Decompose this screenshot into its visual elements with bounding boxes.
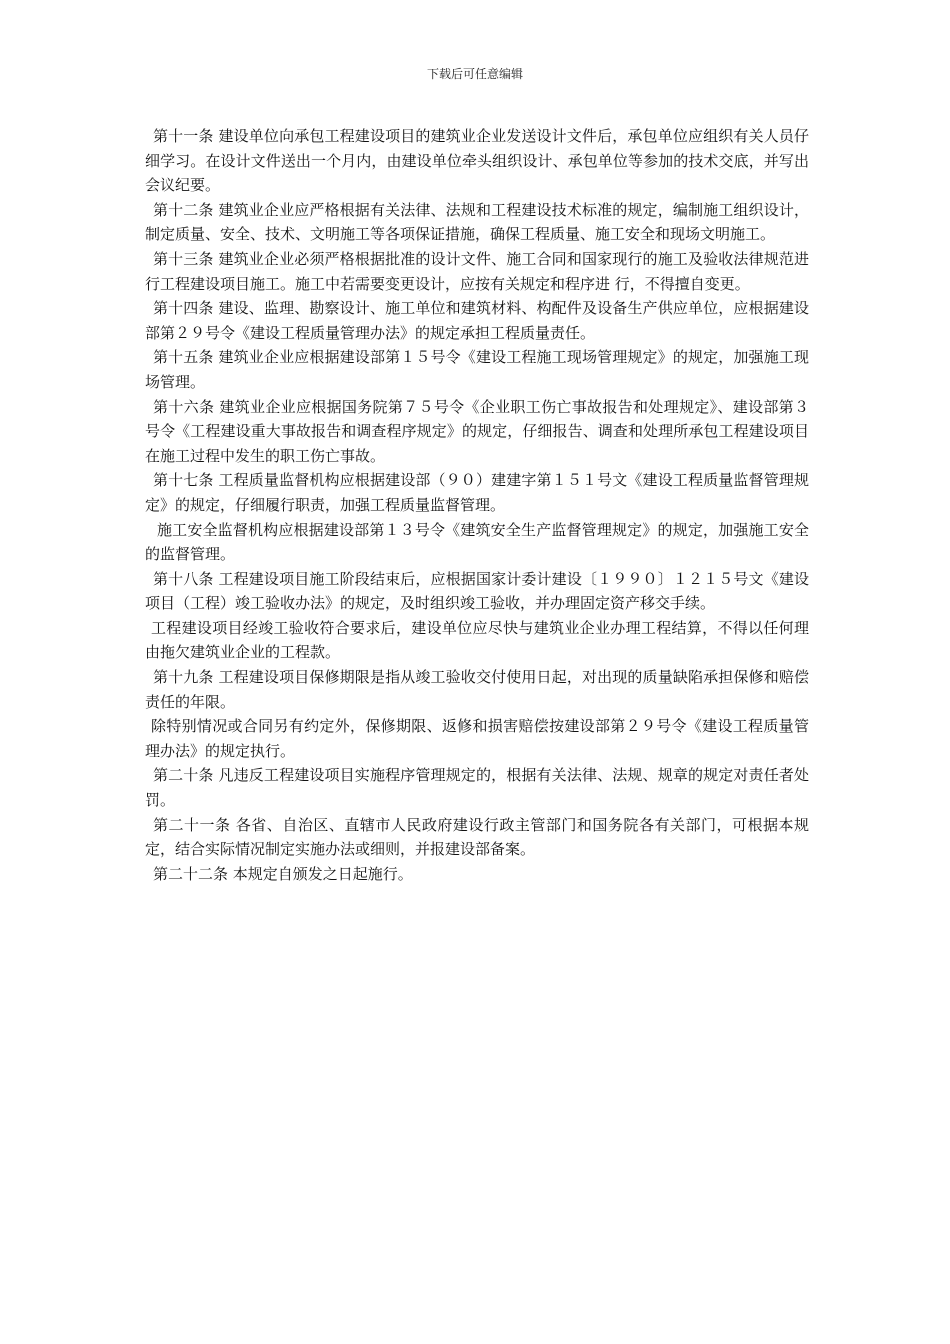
article-22: 第二十二条 本规定自颁发之日起施行。 [153,864,413,883]
article-20: 第二十条 凡违反工程建设项目实施程序管理规定的，根据有关法律、法规、规章的规定对责任者处罚。 [145,766,809,810]
document-body [145,124,809,886]
article-11: 第十一条 建设单位向承包工程建设项目的建筑业企业发送设计文件后，承包单位应组织有关人员仔细学习。在设计文件送出一个月内，由建设单位牵头组织设计、承包单位等参加的技术交底，并写出会议纪要。 [145,127,809,195]
article-13: 第十三条 建筑业企业必须严格根据批准的设计文件、施工合同和国家现行的施工及验收法律规范进行工程建设项目施工。施工中若需要变更设计，应按有关规定和程序进 行，不得擅自变更。 [145,249,809,293]
article-18: 第十八条 工程建设项目施工阶段结束后，应根据国家计委计建设〔１９９０〕１２１５号文《建设项目（工程）竣工验收办法》的规定，及时组织竣工验收，并办理固定资产移交手续。 [145,569,809,613]
article-19-warranty-paragraph: 除特别情况或合同另有约定外，保修期限、返修和损害赔偿按建设部第２９号令《建设工程质量管理办法》的规定执行。 [145,717,809,760]
article-15: 第十五条 建筑业企业应根据建设部第１５号令《建设工程施工现场管理规定》的规定，加强施工现场管理。 [145,348,809,391]
article-17-safety-paragraph: 施工安全监督机构应根据建设部第１３号令《建筑安全生产监督管理规定》的规定，加强施工安全的监督管理。 [145,520,809,564]
article-18-settlement-paragraph: 工程建设项目经竣工验收符合要求后，建设单位应尽快与建筑业企业办理工程结算，不得以任何理由拖欠建筑业企业的工程款。 [145,618,809,662]
article-21: 第二十一条 各省、自治区、直辖市人民政府建设行政主管部门和国务院各有关部门，可根据本规定，结合实际情况制定实施办法或细则，并报建设部备案。 [145,815,809,859]
page-header: 下载后可任意编辑 [426,67,523,81]
article-12: 第十二条 建筑业企业应严格根据有关法律、法规和工程建设技术标准的规定，编制施工组织设计，制定质量、安全、技术、文明施工等各项保证措施，确保工程质量、施工安全和现场文明施工。 [145,200,809,244]
article-14: 第十四条 建设、监理、勘察设计、施工单位和建筑材料、构配件及设备生产供应单位，应根据建设部第２９号令《建设工程质量管理办法》的规定承担工程质量责任。 [145,299,809,342]
article-19: 第十九条 工程建设项目保修期限是指从竣工验收交付使用日起，对出现的质量缺陷承担保修和赔偿责任的年限。 [145,668,809,711]
article-17: 第十七条 工程质量监督机构应根据建设部（９０）建建字第１５１号文《建设工程质量监督管理规定》的规定，仔细履行职责，加强工程质量监督管理。 [145,471,809,514]
article-16: 第十六条 建筑业企业应根据国务院第７５号令《企业职工伤亡事故报告和处理规定》、建设部第３号令《工程建设重大事故报告和调查程序规定》的规定，仔细报告、调查和处理所承包工程建设项目在施工过程中发生的职工伤亡事故。 [145,397,809,465]
